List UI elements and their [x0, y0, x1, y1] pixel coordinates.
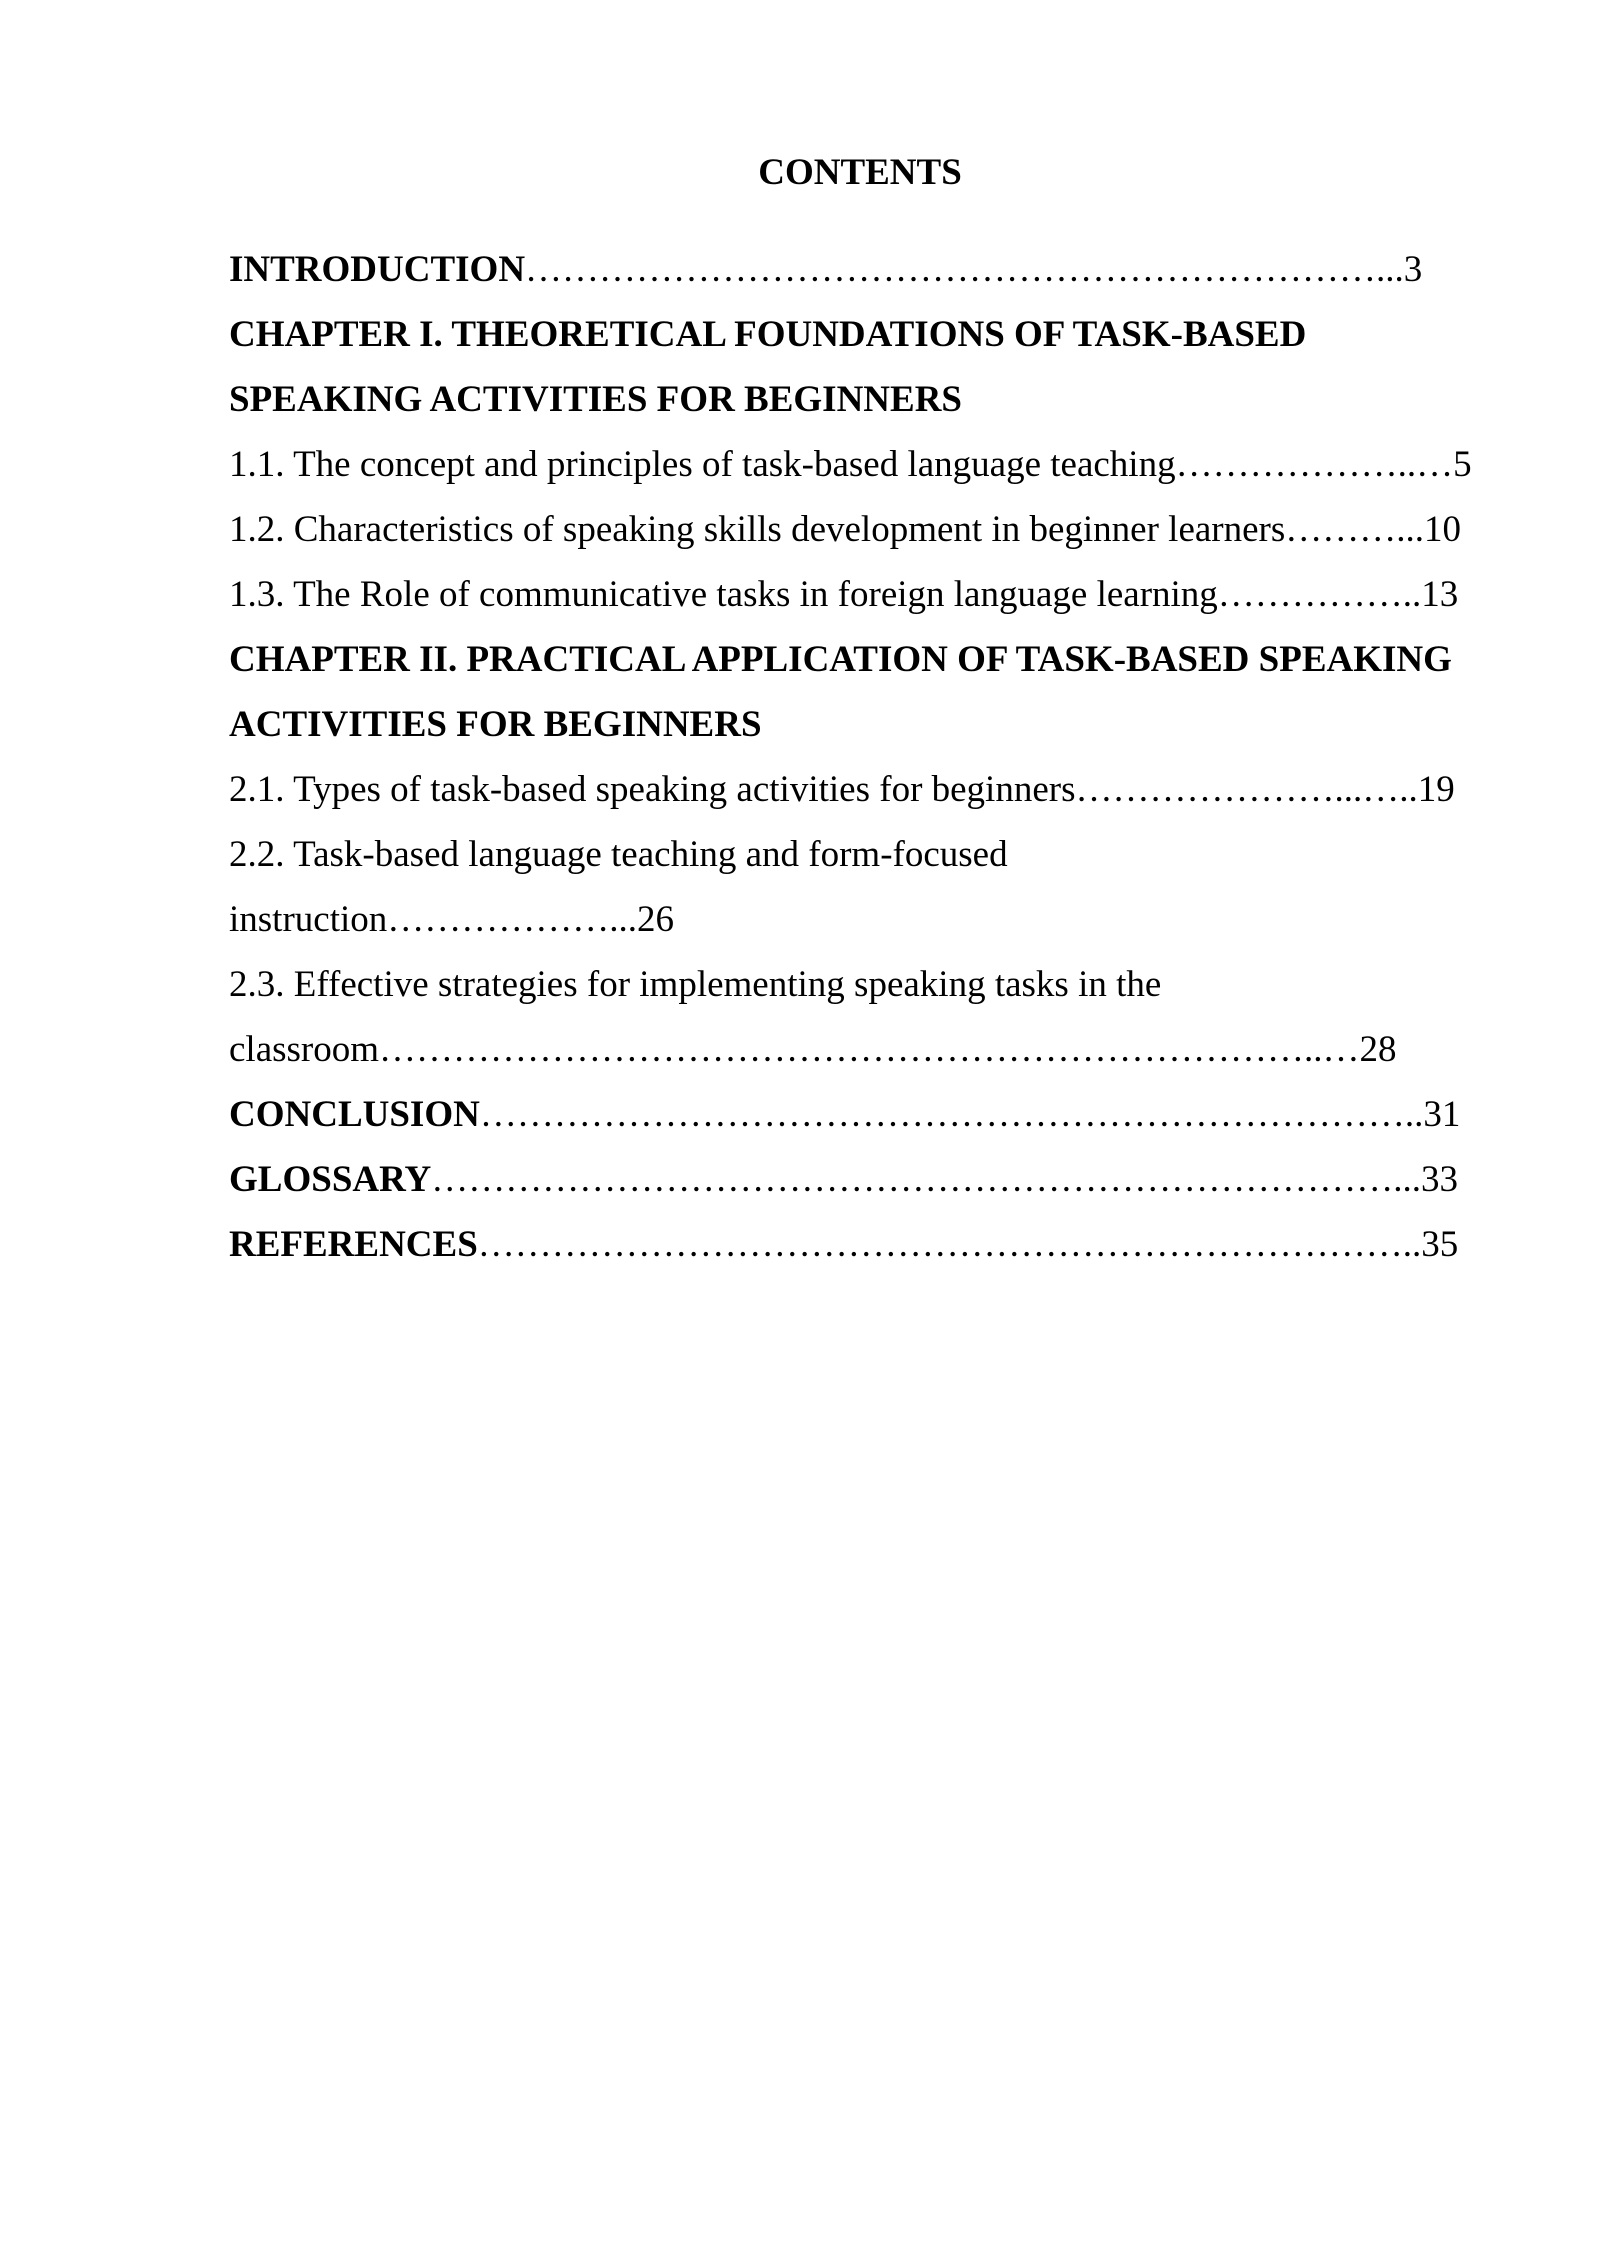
toc-introduction — [229, 237, 1489, 302]
toc-line-text: ……………………………………………………………...3 — [525, 249, 1423, 290]
toc-line-heading: INTRODUCTION — [229, 249, 526, 290]
toc-line-text: 1.1. The concept and principles of task-based language teaching………………..…5 — [229, 444, 1472, 485]
toc-chapter-2-heading-line-2 — [229, 692, 1489, 757]
toc-section-2-3-line-1 — [229, 952, 1489, 1017]
toc-line-text: 2.1. Types of task-based speaking activities for beginners…………………...…..19 — [229, 769, 1455, 810]
toc-line-text: 1.2. Characteristics of speaking skills development in beginner learners………...10 — [229, 509, 1462, 550]
toc-line-heading: CHAPTER I. THEORETICAL FOUNDATIONS OF TASK-BASED — [229, 314, 1307, 355]
toc-chapter-1-heading-line-2 — [229, 367, 1489, 432]
toc-line-heading: REFERENCES — [229, 1224, 478, 1265]
toc-line-text: 2.3. Effective strategies for implementing speaking tasks in the — [229, 964, 1162, 1005]
page-title: CONTENTS — [758, 152, 962, 193]
toc-line-text: 1.3. The Role of communicative tasks in foreign language learning……………..13 — [229, 574, 1459, 615]
toc-line-text: classroom…………………………………………………………………..…28 — [229, 1029, 1397, 1070]
toc-section-1-2 — [229, 497, 1489, 562]
toc-line-text: 2.2. Task-based language teaching and form-focused — [229, 834, 1008, 875]
table-of-contents — [229, 237, 1489, 1277]
toc-line-text: …………………………………………………………………..31 — [479, 1094, 1461, 1135]
toc-section-1-3 — [229, 562, 1489, 627]
toc-line-heading: CHAPTER II. PRACTICAL APPLICATION OF TASK-BASED SPEAKING — [229, 639, 1452, 680]
toc-section-1-1 — [229, 432, 1489, 497]
toc-line-heading: GLOSSARY — [229, 1159, 432, 1200]
toc-section-2-1 — [229, 757, 1489, 822]
toc-section-2-3-line-2 — [229, 1017, 1489, 1082]
toc-section-2-2-line-1 — [229, 822, 1489, 887]
toc-line-text: ……………………………………………………………………...33 — [431, 1159, 1459, 1200]
toc-line-heading: SPEAKING ACTIVITIES FOR BEGINNERS — [229, 379, 962, 420]
toc-section-2-2-line-2 — [229, 887, 1489, 952]
toc-line-heading: CONCLUSION — [229, 1094, 480, 1135]
toc-chapter-2-heading-line-1 — [229, 627, 1489, 692]
toc-line-heading: ACTIVITIES FOR BEGINNERS — [229, 704, 762, 745]
toc-references — [229, 1212, 1489, 1277]
toc-conclusion — [229, 1082, 1489, 1147]
toc-line-text: instruction………………...26 — [229, 899, 675, 940]
toc-glossary — [229, 1147, 1489, 1212]
toc-chapter-1-heading-line-1 — [229, 302, 1489, 367]
toc-line-text: …………………………………………………………………..35 — [477, 1224, 1459, 1265]
